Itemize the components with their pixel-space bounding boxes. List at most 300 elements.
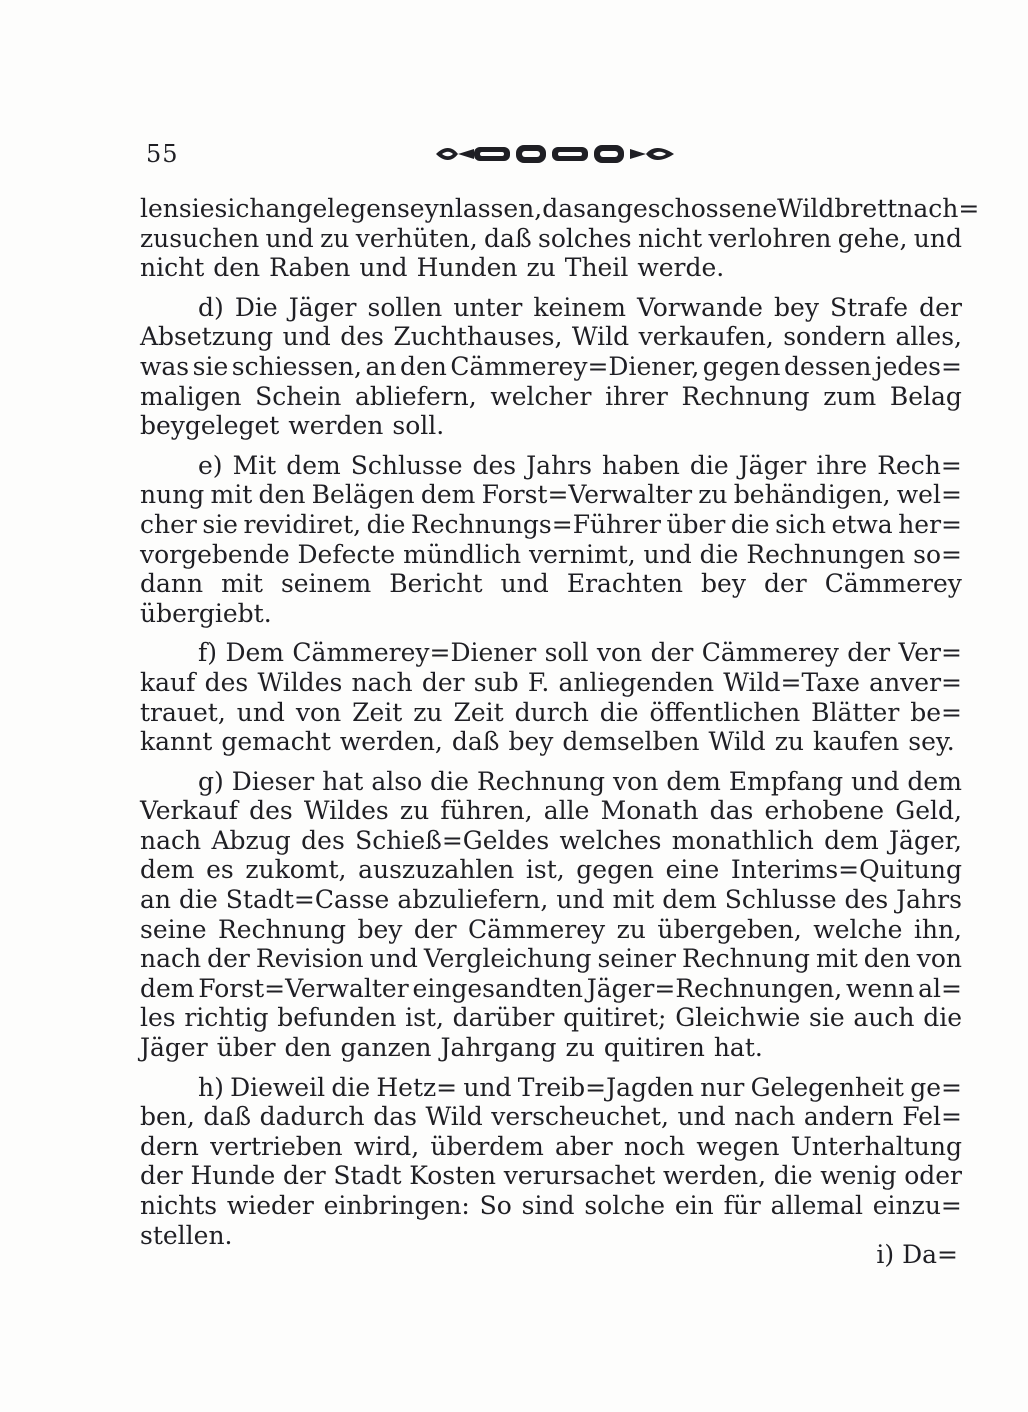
word: ihre [816,450,868,480]
word: das [542,194,586,223]
word: durch [514,697,589,727]
word: dem [286,450,341,480]
word: Jahrgang [440,1033,557,1063]
paragraph-gap [140,757,962,767]
paragraph [140,293,962,441]
text-line [140,569,962,599]
word: allemal [770,1191,863,1220]
text-line [140,411,962,441]
word: des [340,322,384,352]
word: Belägen [311,480,415,510]
word: Wild [571,322,630,352]
word: wenn [845,973,915,1003]
word: ist, [525,855,565,885]
word: übergiebt. [140,598,272,628]
word: Wildes [303,796,389,826]
word: Geld, [895,796,962,826]
text-line [140,480,962,510]
word: nach [140,825,202,855]
word: ist, [405,1003,444,1033]
word: die [773,1161,813,1191]
word: Ver= [898,638,962,668]
word: mündlich [403,539,522,569]
word: bey [701,569,746,599]
word: bey [774,292,819,322]
text-line [140,974,962,1004]
text-line [140,1221,962,1251]
word: kaufen [812,727,900,757]
word: richtig [184,1003,269,1033]
word: Unterhaltung [790,1131,962,1161]
word: dem [140,855,195,885]
word: die [430,766,469,796]
word: keinem [533,292,626,322]
word: daß [451,727,500,757]
word: Rechnungs=Führer [410,509,661,539]
word: und [913,223,962,253]
word: be= [910,697,962,727]
word: g) [198,766,224,796]
word: kauf [140,667,196,697]
word: abliefern, [354,381,477,411]
word: angeschossene [585,194,778,223]
word: nicht [637,223,703,253]
word: das [373,1102,417,1132]
page-number: 55 [146,140,179,168]
word: Wild [708,727,766,757]
word: Schieß=Geldes [355,825,550,855]
word: und [643,539,692,569]
word: Rechnung [681,381,810,411]
word: sub [473,667,519,697]
word: nichts [140,1191,218,1220]
word: Dem [225,638,284,668]
word: e) [198,450,223,480]
text-line [140,1161,962,1191]
word: und [369,944,418,974]
word: lassen, [454,194,543,223]
word: angelegen [265,194,397,223]
text-line [140,727,962,757]
word: Erachten [566,569,683,599]
word: Vorwande [637,292,763,322]
word: den [399,351,447,381]
word: welche [813,914,903,944]
word: Wild=Taxe [723,667,860,697]
word: zusuchen [140,223,260,253]
word: Wildbrett [777,194,898,223]
word: mit [221,569,263,599]
word: ihn, [913,914,962,944]
word: der [282,1161,326,1191]
word: Defecte [297,539,396,569]
word: vorgebende [140,539,290,569]
word: über [216,1033,276,1063]
word: d) [198,292,224,322]
text-line [140,638,962,668]
word: andern [803,1102,894,1132]
word: soll [544,638,589,668]
body-text [140,194,980,1250]
word: kannt [140,727,213,757]
text-line [140,224,962,254]
word: wegen [696,1131,780,1161]
word: nach [140,944,202,974]
word: dem [420,480,476,510]
word: von [613,766,659,796]
text-line [140,1033,962,1063]
word: Monath [600,796,699,826]
word: anliegenden [558,667,715,697]
paragraph-gap [140,283,962,293]
word: Rechnung [681,944,810,974]
word: daß [203,1102,252,1132]
word: die [179,885,218,915]
word: des [204,667,249,697]
word: werden, [339,727,443,757]
word: ein [674,1191,714,1220]
word: nur [700,1072,745,1102]
word: welcher [490,381,592,411]
paragraph [140,638,962,756]
text-line [140,668,962,698]
word: Kosten [409,1161,497,1191]
word: wenig [820,1161,897,1191]
word: her= [898,509,962,539]
word: f) [198,638,218,668]
word: auszuzahlen [358,855,515,885]
paragraph [140,767,962,1063]
word: Wildes [257,667,343,697]
word: mit [816,944,858,974]
word: zu [616,914,646,944]
word: jedes= [874,351,962,381]
word: len [140,194,179,223]
word: soll. [392,411,445,441]
text-line [140,382,962,412]
word: verlohren [708,223,832,253]
word: verursachet [503,1161,656,1191]
word: der [421,667,465,697]
word: Jäger=Rechnungen, [586,973,843,1003]
paragraph [140,1073,962,1251]
word: al= [918,973,962,1003]
word: Cämmerey [701,638,839,668]
word: führen, [440,796,533,826]
word: sich [214,194,266,223]
word: eine [665,855,720,885]
word: Forst=Verwalter [481,480,693,510]
word: so= [913,539,962,569]
word: sie [809,1003,845,1033]
word: Treib=Jagden [517,1072,694,1102]
word: Revision [255,944,364,974]
word: sich [775,509,827,539]
word: verkaufen, [638,322,774,352]
word: verscheuchet, [491,1102,669,1132]
text-line [140,540,962,570]
word: revidiret, [243,509,362,539]
word: den [258,480,306,510]
word: h) [198,1072,224,1102]
word: und [359,253,408,283]
word: und [556,885,605,915]
text-line [140,767,962,797]
word: und [851,766,900,796]
word: die [689,450,729,480]
word: von [596,638,643,668]
word: nicht [140,253,205,283]
word: und [500,569,549,599]
word: Die [234,292,278,322]
word: Absetzung [140,322,274,352]
word: darüber [452,1003,555,1033]
text-line [140,253,962,283]
word: zu [698,480,728,510]
word: Empfang [728,766,844,796]
word: Jäger, [889,825,962,855]
word: Zuchthauses, [393,322,563,352]
word: dern [140,1131,199,1161]
word: Belag [889,381,962,411]
word: und [265,223,314,253]
word: der [207,944,250,974]
text-line [140,352,962,382]
word: die [699,539,739,569]
word: dadurch [259,1102,365,1132]
word: Hetz= [376,1072,458,1102]
word: sondern [783,322,887,352]
text-line [140,826,962,856]
word: nung [140,480,205,510]
word: den [284,1033,332,1063]
word: abzuliefern, [397,885,549,915]
word: seiner [597,944,676,974]
word: solches [538,223,632,253]
word: ganzen [340,1033,432,1063]
word: werde. [637,253,725,283]
paragraph [140,194,980,283]
word: die [599,697,639,727]
word: sie [178,194,215,223]
word: und [463,1072,512,1102]
word: Cämmerey [468,914,606,944]
word: demselben [562,727,700,757]
word: gegen [702,351,781,381]
word: anver= [869,667,962,697]
word: quitiret; [563,1003,667,1033]
header-ornament [434,140,678,168]
word: überdem [430,1131,544,1161]
word: aber [555,1131,613,1161]
word: für [723,1191,761,1220]
word: über [666,509,726,539]
text-line [140,915,962,945]
word: sind [521,1191,575,1220]
word: oder [904,1161,962,1191]
paragraph-gap [140,441,962,451]
catchword: i) Da= [876,1240,958,1269]
word: Cämmerey=Diener [292,638,537,668]
word: zu [526,253,556,283]
word: bey [357,914,403,944]
word: zu [320,223,350,253]
word: des [472,450,517,480]
word: ihrer [605,381,668,411]
word: Rechnung [217,914,347,944]
text-line [140,599,962,629]
word: alles, [895,322,962,352]
word: Hunde [190,1161,276,1191]
word: nach [351,667,413,697]
word: Vergleichung [423,944,592,974]
word: Raben [269,253,351,283]
word: verhüten, [355,223,478,253]
word: der [847,638,891,668]
paragraph-gap [140,1063,962,1073]
text-line [140,698,962,728]
word: auch [853,1003,915,1033]
word: von [295,697,342,727]
word: gegen [576,855,654,885]
word: haben [601,450,680,480]
word: zum [823,381,877,411]
word: Gelegenheit [750,1072,904,1102]
text-line [140,1191,962,1221]
word: Strafe [830,292,909,322]
word: das [709,796,754,826]
word: werden, [663,1161,767,1191]
text-line [140,1073,962,1103]
word: alle [543,796,590,826]
word: Bericht [389,569,483,599]
word: Interims=Quitung [730,855,962,885]
word: mit [210,480,253,510]
word: vernimt, [529,539,636,569]
word: also [371,766,423,796]
text-line [140,1102,962,1132]
word: gehe, [837,223,908,253]
text-line [140,1003,962,1033]
word: Jäger [288,292,357,322]
word: Gleichwie [675,1003,801,1033]
word: behändigen, [733,480,891,510]
word: Cämmerey [824,569,962,599]
word: unter [453,292,523,322]
word: Schlusse [350,450,463,480]
word: der [764,569,807,599]
text-line [140,1132,962,1162]
word: Jahrs [526,450,592,480]
word: einbringen: [323,1191,470,1220]
word: der [919,292,962,322]
word: dem [824,825,879,855]
word: seine [140,914,207,944]
word: stellen. [140,1220,233,1250]
word: werden [288,411,384,441]
word: Rechnungen [746,539,906,569]
word: hat [322,766,364,796]
word: maligen [140,381,242,411]
word: nach [734,1102,796,1132]
word: dann [140,569,204,599]
text-line [140,855,962,885]
word: was [140,351,190,381]
word: an [365,351,397,381]
word: und [282,322,331,352]
word: gemacht [221,727,331,757]
word: den [213,253,261,283]
word: seinem [280,569,372,599]
word: und [236,697,285,727]
word: So [479,1191,512,1220]
word: Mit [232,450,277,480]
word: solche [584,1191,666,1220]
word: Abzug [211,825,291,855]
word: seyn [396,194,455,223]
word: daß [484,223,532,253]
word: vertrieben [210,1131,343,1161]
word: Jahrs [896,885,962,915]
word: eingesandten [412,973,583,1003]
word: erhobene [764,796,885,826]
word: wird, [353,1131,420,1161]
word: Schein [255,381,342,411]
word: des [249,796,293,826]
word: dessen [783,351,872,381]
text-line [140,451,962,481]
word: les [140,1003,176,1033]
word: zu [774,727,804,757]
word: wieder [226,1191,314,1220]
word: die [923,1003,962,1033]
word: ge= [910,1072,962,1102]
word: und [677,1102,726,1132]
word: des [844,885,889,915]
word: Jäger [140,1033,208,1063]
word: sollen [367,292,443,322]
word: Rechnung [476,766,606,796]
word: sie [202,509,238,539]
word: dem [140,973,195,1003]
text-line [140,796,962,826]
word: cher [140,509,197,539]
word: ben, [140,1102,195,1132]
word: Hunden [416,253,518,283]
word: die [366,509,406,539]
word: etwa [831,509,893,539]
word: Fel= [902,1102,962,1132]
word: Theil [564,253,629,283]
word: schiessen, [231,351,362,381]
word: des [301,825,345,855]
word: Zeit [352,697,403,727]
word: den [863,944,911,974]
word: nach= [897,194,980,223]
word: die [730,509,770,539]
word: Blätter [811,697,900,727]
word: dem [662,885,717,915]
paragraph [140,451,962,629]
word: dem [666,766,721,796]
word: der [413,914,457,944]
word: Stadt [333,1161,402,1191]
word: Dieweil [230,1072,326,1102]
word: der [140,1161,183,1191]
word: beygeleget [140,411,280,441]
text-line [140,293,962,323]
word: Cämmerey=Diener, [450,351,700,381]
